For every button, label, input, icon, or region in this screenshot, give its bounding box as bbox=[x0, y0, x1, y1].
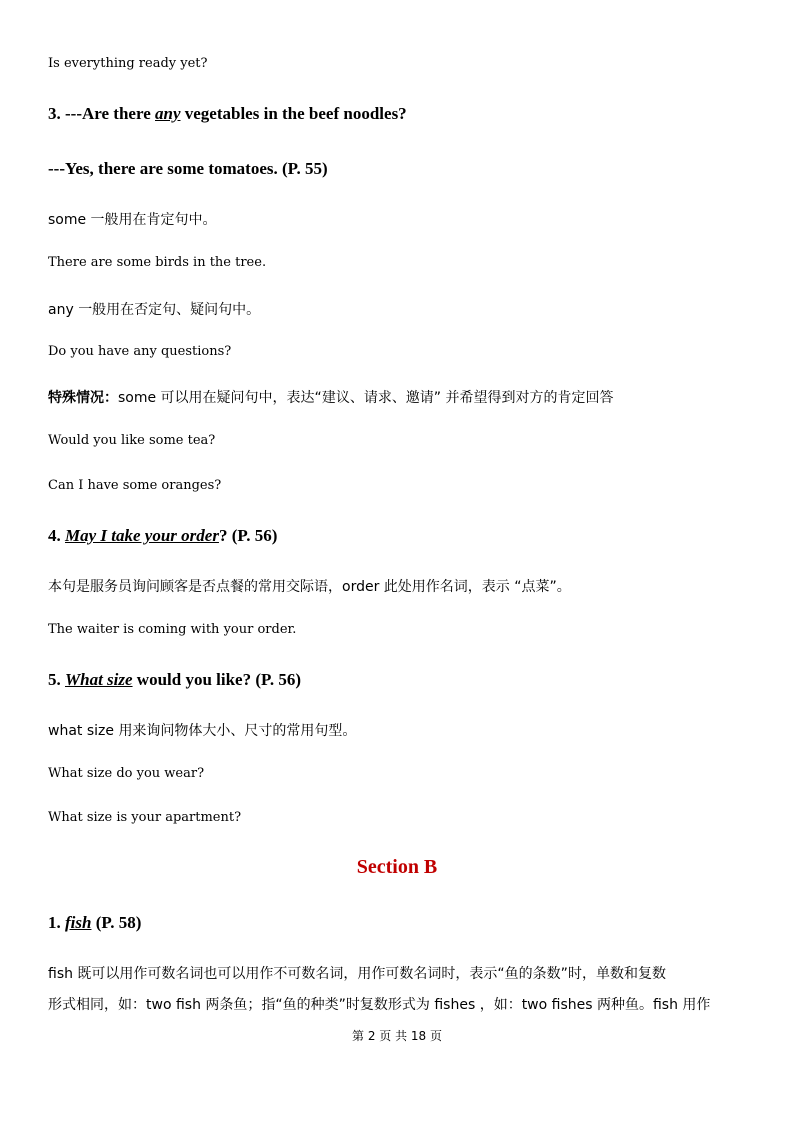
keyword: fish bbox=[65, 913, 92, 932]
keyword: any bbox=[155, 104, 181, 123]
heading-text: 5. bbox=[48, 670, 65, 689]
special-note bbox=[48, 387, 614, 407]
keyword: May I take your order bbox=[65, 526, 219, 545]
text-line: 本句是服务员询问顾客是否点餐的常用交际语，order 此处用作名词，表示 “点菜”。 bbox=[48, 579, 571, 595]
heading-text: ? (P. 56) bbox=[218, 526, 278, 545]
example-sentence: The waiter is coming with your order. bbox=[48, 622, 297, 637]
heading-text: (P. 58) bbox=[91, 913, 142, 932]
heading-4 bbox=[48, 526, 277, 546]
heading-text: vegetables in the beef noodles? bbox=[180, 104, 407, 123]
heading-5 bbox=[48, 670, 301, 690]
text-line: 形式相同，如：two fish 两条鱼；指“鱼的种类”时复数形式为 fishes ，如：two fishes 两种鱼。fish 用作 bbox=[48, 997, 711, 1013]
example-sentence: Do you have any questions? bbox=[48, 344, 232, 359]
example-sentence: What size do you wear? bbox=[48, 766, 205, 781]
text-line: Is everything ready yet? bbox=[48, 56, 208, 71]
special-label: 特殊情况： bbox=[48, 390, 118, 406]
heading-b1 bbox=[48, 913, 141, 933]
text-line: what size 用来询问物体大小、尺寸的常用句型。 bbox=[48, 723, 357, 739]
example-sentence: There are some birds in the tree. bbox=[48, 255, 267, 270]
text-line: some 一般用在肯定句中。 bbox=[48, 212, 217, 228]
heading-text: 1. bbox=[48, 913, 65, 932]
text-line: fish 既可以用作可数名词也可以用作不可数名词，用作可数名词时，表示“鱼的条数”时，单数和复数 bbox=[48, 966, 666, 982]
heading-text: 4. bbox=[48, 526, 65, 545]
example-sentence: What size is your apartment? bbox=[48, 810, 242, 825]
heading-3 bbox=[48, 104, 407, 124]
heading-text: 3. ---Are there bbox=[48, 104, 155, 123]
special-text: some 可以用在疑问句中，表达“建议、请求、邀请” 并希望得到对方的肯定回答 bbox=[118, 390, 614, 406]
heading-text: would you like? (P. 56) bbox=[132, 670, 302, 689]
page-footer: 第 2 页 共 18 页 bbox=[352, 1029, 442, 1043]
heading-3-answer: ---Yes, there are some tomatoes. (P. 55) bbox=[48, 159, 328, 178]
keyword: What size bbox=[65, 670, 133, 689]
example-sentence: Would you like some tea? bbox=[48, 433, 216, 448]
example-sentence: Can I have some oranges? bbox=[48, 478, 222, 493]
text-line: any 一般用在否定句、疑问句中。 bbox=[48, 302, 261, 318]
section-title: Section B bbox=[356, 856, 438, 878]
